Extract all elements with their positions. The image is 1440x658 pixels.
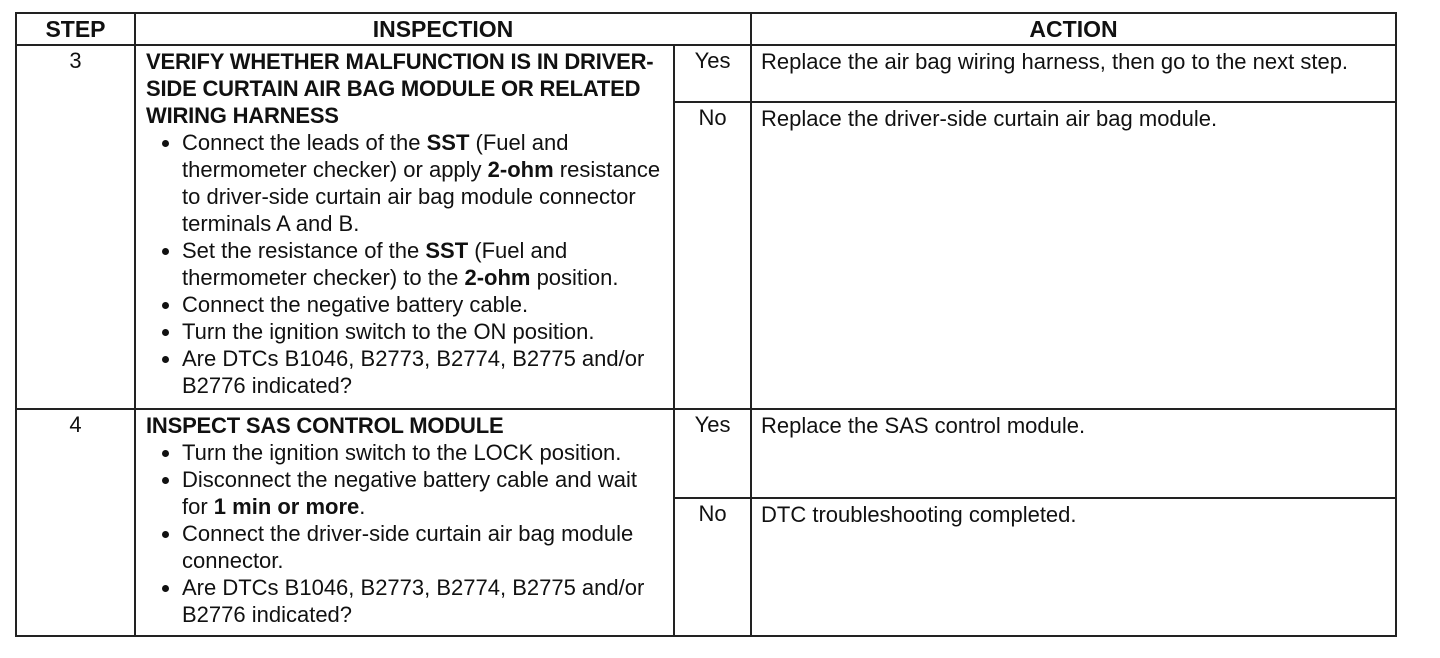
inspection-cell bbox=[135, 45, 674, 409]
step-3-yes-row bbox=[16, 45, 1396, 102]
header-step: STEP bbox=[16, 13, 135, 45]
bullet-text: Disconnect the negative battery cable and wait for bbox=[182, 467, 637, 520]
yes-label: Yes bbox=[674, 45, 751, 102]
inspection-title: INSPECT SAS CONTROL MODULE bbox=[146, 413, 504, 439]
no-label: No bbox=[674, 498, 751, 636]
step-number: 4 bbox=[16, 409, 135, 636]
inspection-bullet bbox=[182, 237, 667, 291]
inspection-bullet bbox=[182, 520, 667, 574]
inspection-cell bbox=[135, 409, 674, 636]
bullet-text: (Fuel and thermometer checker) or apply bbox=[182, 130, 569, 183]
bullet-text: (Fuel and thermometer checker) to the bbox=[182, 238, 568, 291]
yes-action: Replace the SAS control module. bbox=[751, 409, 1396, 498]
header-row bbox=[16, 13, 1396, 45]
bullet-text: resistance to driver-side curtain air bag module connector terminals A and B. bbox=[182, 157, 661, 237]
inspection-bullet bbox=[182, 129, 667, 237]
bold-text: 2-ohm bbox=[464, 265, 531, 291]
yes-label: Yes bbox=[674, 409, 751, 498]
no-action: DTC troubleshooting completed. bbox=[751, 498, 1396, 636]
bullet-text: Turn the ignition switch to the ON position. bbox=[182, 319, 595, 345]
yes-action: Replace the air bag wiring harness, then go to the next step. bbox=[751, 45, 1396, 102]
dtc-troubleshooting-table bbox=[15, 12, 1397, 637]
bullet-text: Are DTCs B1046, B2773, B2774, B2775 and/or B2776 indicated? bbox=[182, 346, 645, 399]
bold-text: 1 min or more bbox=[213, 494, 360, 520]
step-4-yes-row bbox=[16, 409, 1396, 498]
no-action: Replace the driver-side curtain air bag module. bbox=[751, 102, 1396, 409]
bullet-text: position. bbox=[530, 265, 619, 291]
inspection-bullet bbox=[182, 574, 667, 628]
bullet-text: Connect the negative battery cable. bbox=[182, 292, 529, 318]
bullet-text: Connect the driver-side curtain air bag module connector. bbox=[182, 521, 634, 574]
inspection-bullet bbox=[182, 318, 667, 345]
bullet-text: Connect the leads of the bbox=[182, 130, 427, 156]
bold-text: 2-ohm bbox=[487, 157, 554, 183]
no-label: No bbox=[674, 102, 751, 409]
inspection-bullet bbox=[182, 466, 667, 520]
inspection-title: VERIFY WHETHER MALFUNCTION IS IN DRIVER-SIDE CURTAIN AIR BAG MODULE OR RELATED WIRING HARNESS bbox=[146, 49, 654, 129]
inspection-bullet bbox=[182, 345, 667, 399]
step-number: 3 bbox=[16, 45, 135, 409]
inspection-bullets bbox=[146, 439, 667, 628]
inspection-bullets bbox=[146, 129, 667, 399]
inspection-bullet bbox=[182, 439, 667, 466]
header-action: ACTION bbox=[751, 13, 1396, 45]
bullet-text: . bbox=[359, 494, 366, 520]
bullet-text: Turn the ignition switch to the LOCK position. bbox=[182, 440, 622, 466]
bullet-text: Are DTCs B1046, B2773, B2774, B2775 and/or B2776 indicated? bbox=[182, 575, 645, 628]
bold-text: SST bbox=[426, 130, 470, 156]
bold-text: SST bbox=[425, 238, 469, 264]
inspection-bullet bbox=[182, 291, 667, 318]
header-inspection: INSPECTION bbox=[135, 13, 751, 45]
bullet-text: Set the resistance of the bbox=[182, 238, 426, 264]
